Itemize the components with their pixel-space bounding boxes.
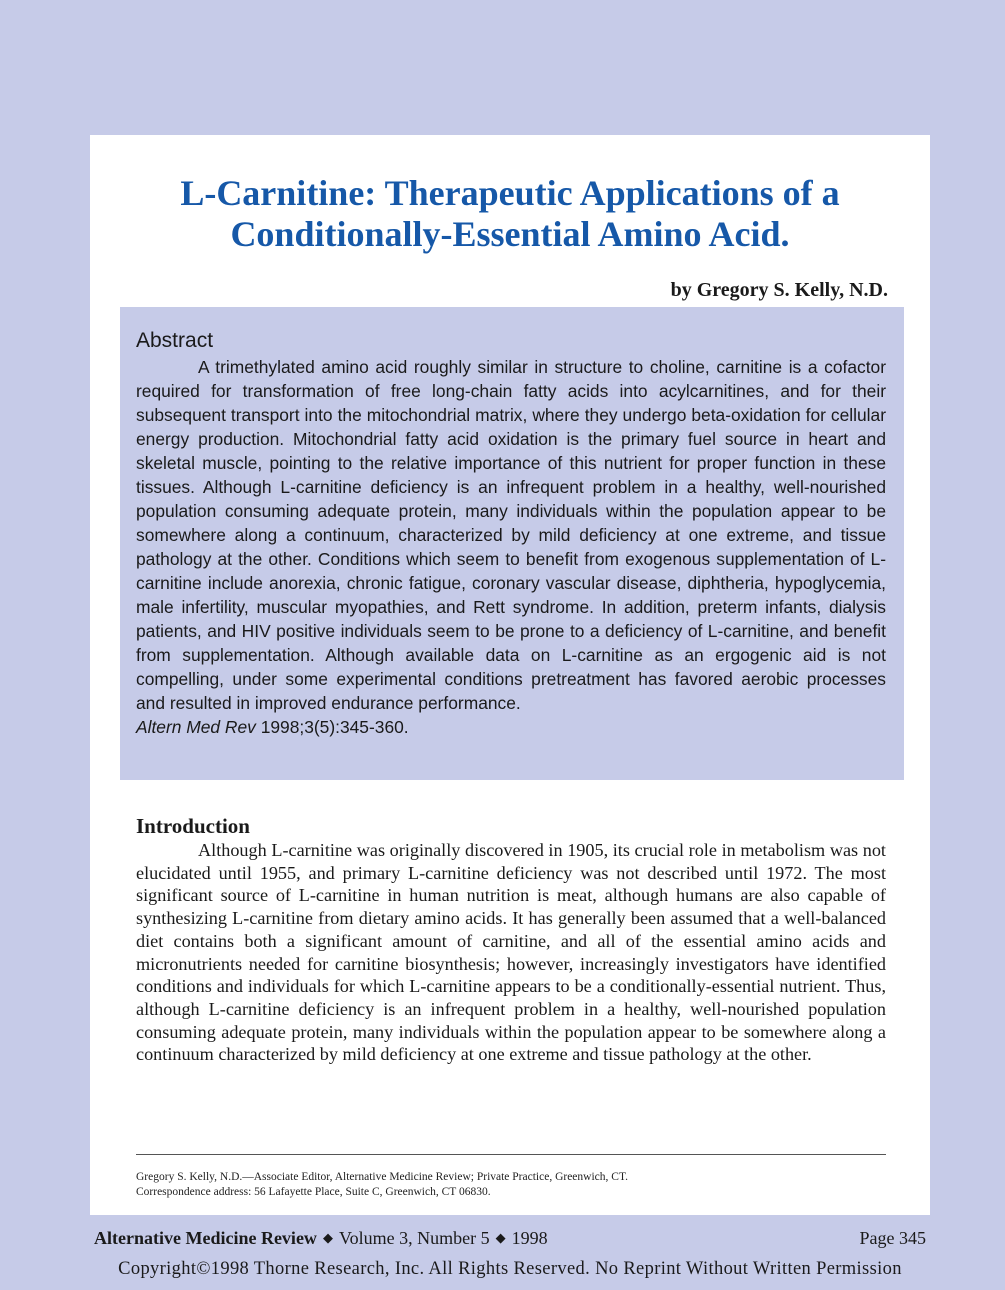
diamond-icon: ◆ [495,1230,506,1245]
article-title [90,173,930,255]
footnote-line-1: Gregory S. Kelly, N.D.—Associate Editor, Alternative Medicine Review; Private Practice, Greenwich, CT. [136,1171,628,1183]
title-line-2: Conditionally-Essential Amino Acid. [230,214,790,254]
abstract-citation [136,715,886,739]
introduction-body: Although L-carnitine was originally discovered in 1905, its crucial role in metabolism was not elucidated until 1955, and primary L-carnitine deficiency was not described until 1972. The most significant source of L-carnitine in human nutrition is meat, although humans are also capable of synthesizing L-carnitine from dietary amino acids. It has generally been assumed that a well-balanced diet contains both a significant amount of carnitine, and all of the essential amino acids and micronutrients needed for carnitine biosynthesis; however, increasingly investigators have identified conditions and individuals for which L-carnitine appears to be a conditionally-essential nutrient. Thus, although L-carnitine deficiency is an infrequent problem in a healthy, well-nourished population consuming adequate protein, many individuals within the population appear to be somewhere along a continuum characterized by mild deficiency at one extreme and tissue pathology at the other. [136,840,886,1065]
abstract-content [136,327,886,739]
citation-journal: Altern Med Rev [136,717,256,737]
citation-details: 1998;3(5):345-360. [255,717,409,737]
title-line-1: L-Carnitine: Therapeutic Applications of a [180,173,840,213]
footer-journal-info [94,1227,548,1251]
footer-page-number: Page 345 [859,1228,926,1248]
abstract-box [120,307,904,780]
introduction-section [136,813,886,1066]
footnote-divider [136,1154,886,1155]
diamond-icon: ◆ [322,1230,333,1245]
footer-year: 1998 [511,1228,548,1248]
abstract-body: A trimethylated amino acid roughly similar in structure to choline, carnitine is a cofactor required for transformation of free long-chain fatty acids into acylcarnitines, and for their subsequent transport into the mitochondrial matrix, where they undergo beta-oxidation for cellular energy production. Mitochondrial fatty acid oxidation is the primary fuel source in heart and skeletal muscle, pointing to the relative importance of this nutrient for proper function in these tissues. Although L-carnitine deficiency is an infrequent problem in a healthy, well-nourished population consuming adequate protein, many individuals within the population appear to be somewhere along a continuum, characterized by mild deficiency at one extreme, and tissue pathology at the other. Conditions which seem to benefit from exogenous supplementation of L-carnitine include anorexia, chronic fatigue, coronary vascular disease, diphtheria, hypoglycemia, male infertility, muscular myopathies, and Rett syndrome. In addition, preterm infants, dialysis patients, and HIV positive individuals seem to be prone to a deficiency of L-carnitine, and benefit from supplementation. Although available data on L-carnitine as an ergogenic aid is not compelling, under some experimental conditions pretreatment has favored aerobic processes and resulted in improved endurance performance. [136,357,886,713]
footnote-line-2: Correspondence address: 56 Lafayette Place, Suite C, Greenwich, CT 06830. [136,1186,491,1198]
author-byline: by Gregory S. Kelly, N.D. [670,279,888,301]
copyright-notice: Copyright©1998 Thorne Research, Inc. All Rights Reserved. No Reprint Without Written Permission [118,1259,902,1279]
introduction-heading: Introduction [136,814,250,838]
abstract-heading: Abstract [136,329,214,352]
footer-volume: Volume 3, Number 5 [338,1228,490,1248]
article-page [90,135,930,1215]
footer-journal-name: Alternative Medicine Review [94,1228,317,1248]
author-footnote [136,1170,896,1200]
